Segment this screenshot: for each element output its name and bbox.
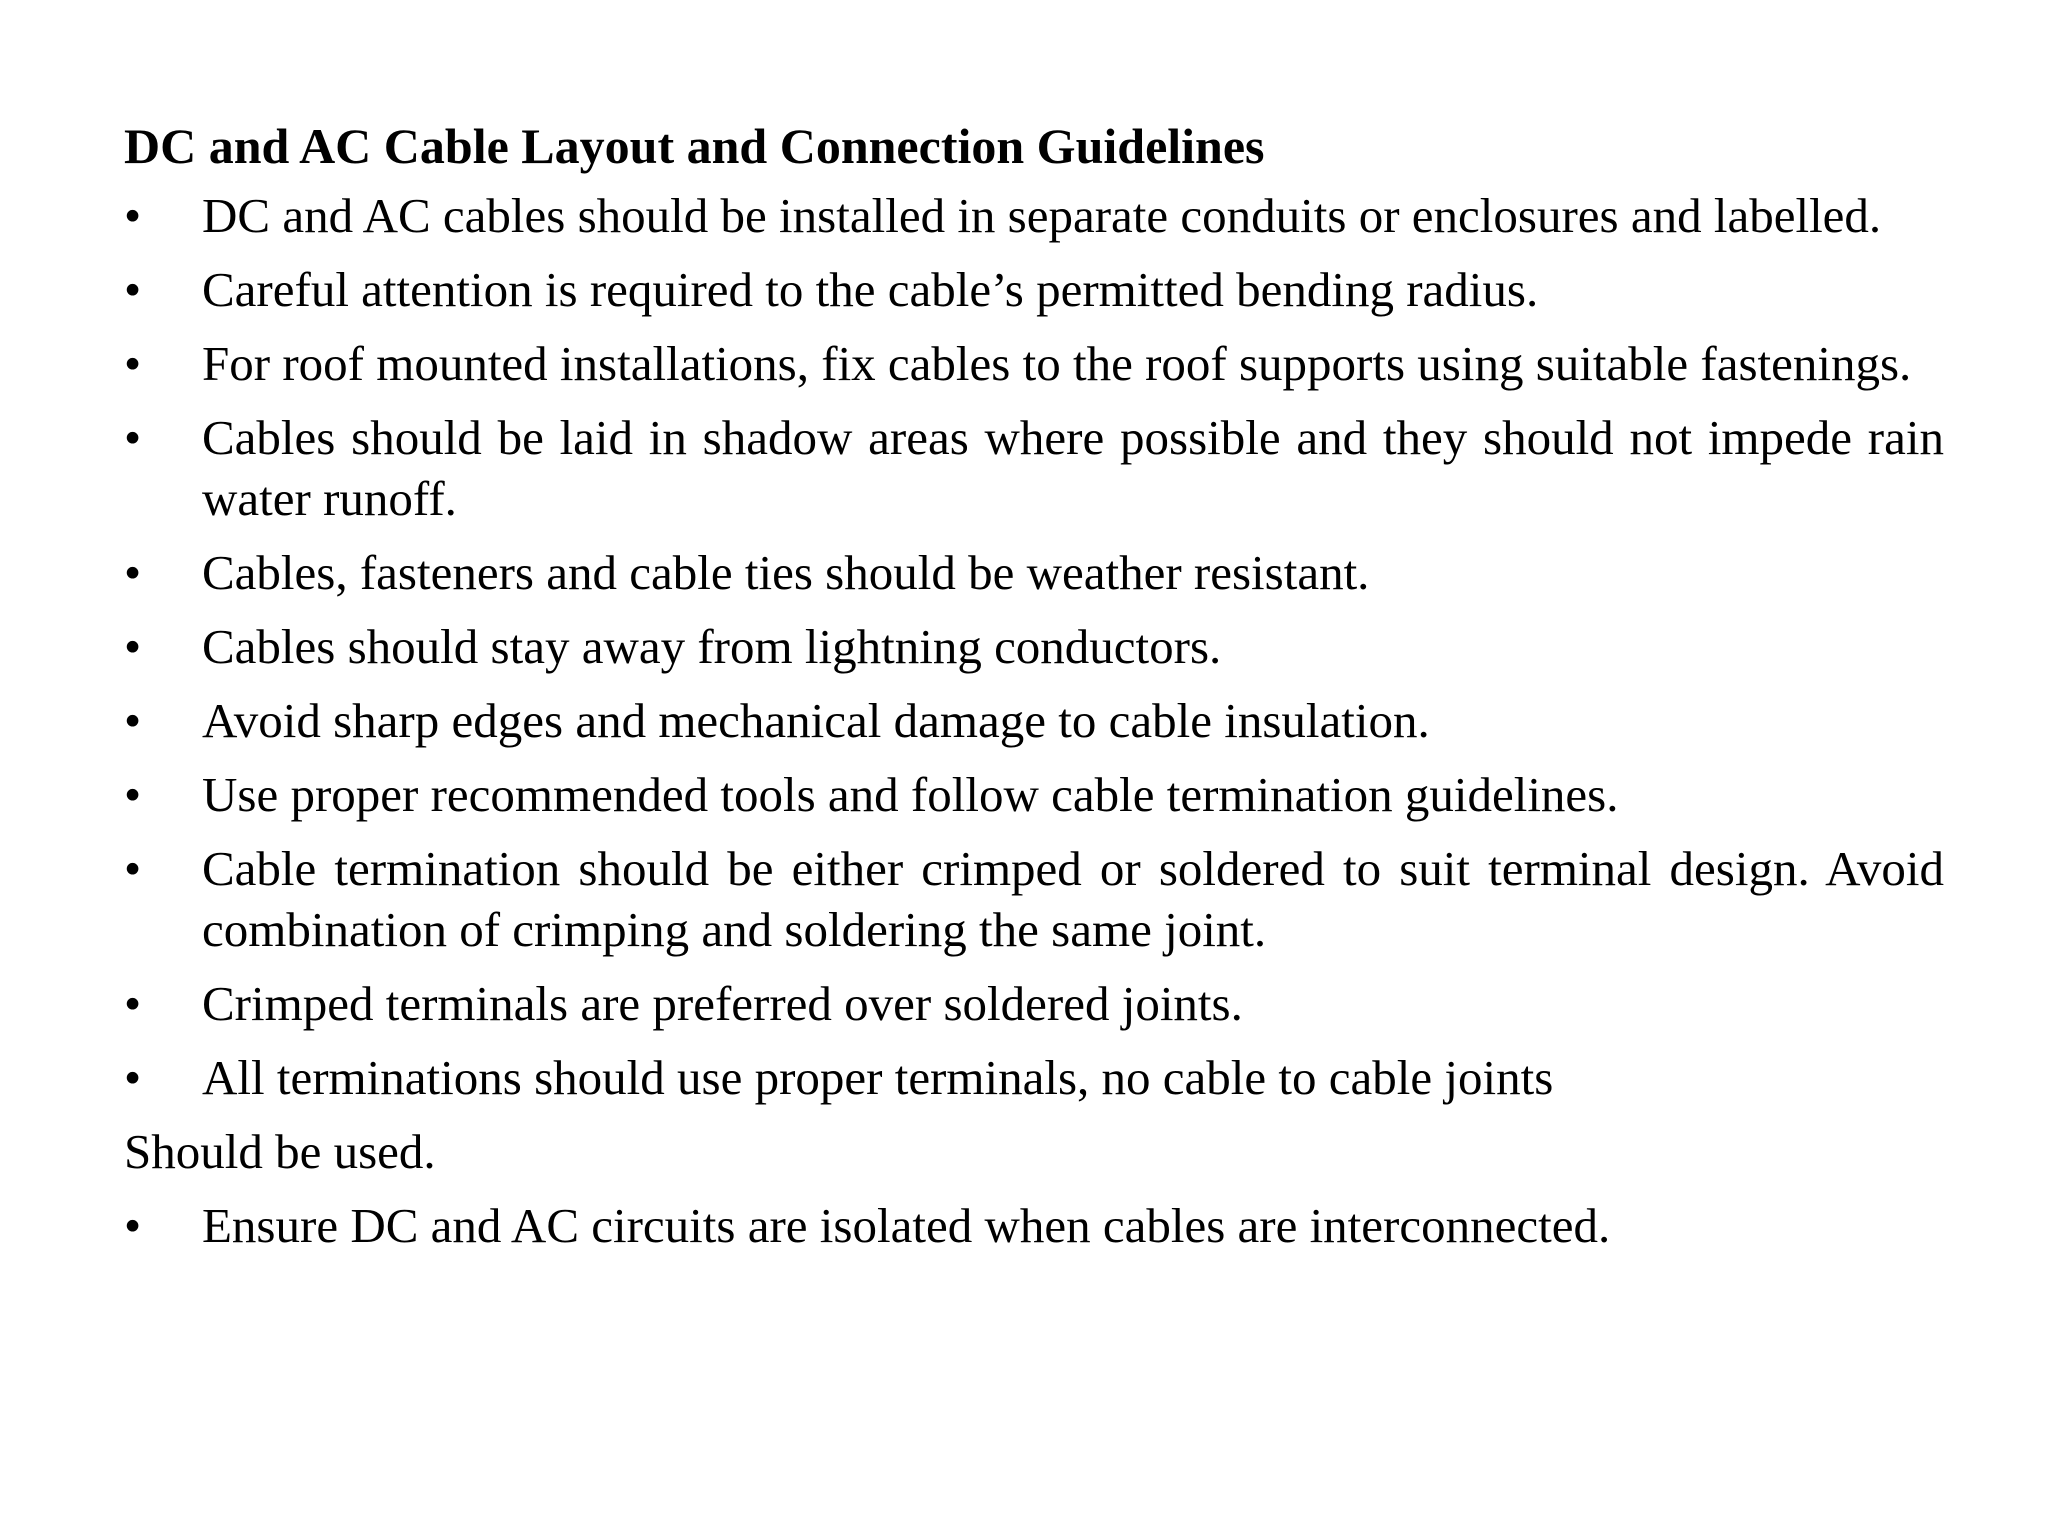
list-item xyxy=(124,542,1944,603)
bullet-icon: • xyxy=(124,262,142,317)
bullet-icon: • xyxy=(124,976,142,1031)
slide-content xyxy=(124,114,1944,1269)
slide-title: DC and AC Cable Layout and Connection Guidelines xyxy=(124,118,1265,174)
list-item xyxy=(124,690,1944,751)
bullet-icon: • xyxy=(124,410,142,465)
list-item-text: Careful attention is required to the cable’s permitted bending radius. xyxy=(202,262,1539,317)
list-item-text: Avoid sharp edges and mechanical damage to cable insulation. xyxy=(202,693,1430,748)
list-item-text: Crimped terminals are preferred over soldered joints. xyxy=(202,976,1243,1031)
bullet-icon: • xyxy=(124,1198,142,1253)
bullet-icon: • xyxy=(124,693,142,748)
list-item-text: Cables, fasteners and cable ties should be weather resistant. xyxy=(202,545,1370,600)
list-item xyxy=(124,1195,1944,1256)
bullet-icon: • xyxy=(124,619,142,674)
bullet-icon: • xyxy=(124,1050,142,1105)
list-item-text: DC and AC cables should be installed in separate conduits or enclosures and labelled. xyxy=(202,188,1882,243)
list-item-text: Ensure DC and AC circuits are isolated when cables are interconnected. xyxy=(202,1198,1611,1253)
bullet-icon: • xyxy=(124,545,142,600)
list-item-text: Cables should stay away from lightning conductors. xyxy=(202,619,1222,674)
list-item xyxy=(124,407,1944,529)
bullet-icon: • xyxy=(124,767,142,822)
list-item-text: Cables should be laid in shadow areas where possible and they should not impede rain water runoff. xyxy=(202,410,1944,526)
bullet-icon: • xyxy=(124,841,142,896)
list-item xyxy=(124,1047,1944,1108)
list-item xyxy=(124,259,1944,320)
list-item-text: For roof mounted installations, fix cables to the roof supports using suitable fastenings. xyxy=(202,336,1912,391)
guideline-list xyxy=(124,185,1944,1256)
list-item-text: Cable termination should be either crimped or soldered to suit terminal design. Avoid combination of crimping and soldering the same joint. xyxy=(202,841,1944,957)
list-item-text: Use proper recommended tools and follow cable termination guidelines. xyxy=(202,767,1619,822)
list-item xyxy=(124,333,1944,394)
list-item xyxy=(124,185,1944,246)
list-item xyxy=(124,973,1944,1034)
list-item xyxy=(124,764,1944,825)
continuation-line: Should be used. xyxy=(124,1124,436,1179)
list-item xyxy=(124,616,1944,677)
list-item xyxy=(124,838,1944,960)
list-item-text: All terminations should use proper terminals, no cable to cable joints xyxy=(202,1050,1554,1105)
bullet-icon: • xyxy=(124,188,142,243)
bullet-icon: • xyxy=(124,336,142,391)
